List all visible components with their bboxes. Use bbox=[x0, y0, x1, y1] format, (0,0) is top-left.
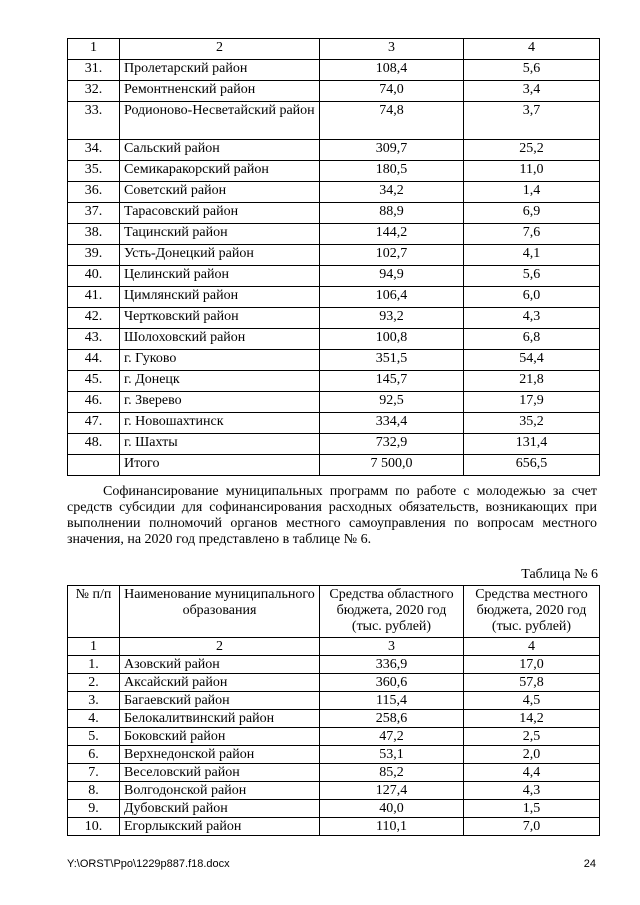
row-number: 33. bbox=[68, 102, 120, 140]
local-budget-value: 6,9 bbox=[464, 203, 600, 224]
table-row bbox=[68, 371, 600, 392]
table-row bbox=[68, 102, 600, 140]
header-municipality: Наименование муниципального образования bbox=[120, 586, 320, 638]
municipality-name: Багаевский район bbox=[120, 692, 320, 710]
local-budget-value: 14,2 bbox=[464, 710, 600, 728]
local-budget-value: 656,5 bbox=[464, 455, 600, 476]
local-budget-value: 6,0 bbox=[464, 287, 600, 308]
local-budget-value: 5,6 bbox=[464, 266, 600, 287]
local-budget-value: 4,3 bbox=[464, 308, 600, 329]
municipality-name: Тарасовский район bbox=[120, 203, 320, 224]
regional-budget-value: 74,0 bbox=[320, 81, 464, 102]
table-row bbox=[68, 782, 600, 800]
row-number: 37. bbox=[68, 203, 120, 224]
paragraph-text: Софинансирование муниципальных программ по работе с молодежью за счет средств субсидии для софинансирования расходных обязательств, возникающих при выполнении полномочий органов местного самоуправления по вопросам местного значения, на 2020 год представлено в таблице № 6. bbox=[67, 484, 597, 547]
row-number: 39. bbox=[68, 245, 120, 266]
municipality-name: Цимлянский район bbox=[120, 287, 320, 308]
table-header-row bbox=[68, 586, 600, 638]
table-row bbox=[68, 287, 600, 308]
file-path: Y:\ORST\Ppo\1229p887.f18.docx bbox=[67, 858, 230, 870]
municipality-name: Веселовский район bbox=[120, 764, 320, 782]
table-row bbox=[68, 818, 600, 836]
row-number: 2. bbox=[68, 674, 120, 692]
table-row bbox=[68, 656, 600, 674]
municipality-name: Сальский район bbox=[120, 140, 320, 161]
column-number: 1 bbox=[68, 638, 120, 656]
table-row bbox=[68, 60, 600, 81]
local-budget-value: 4,1 bbox=[464, 245, 600, 266]
table-row bbox=[68, 161, 600, 182]
regional-budget-value: 127,4 bbox=[320, 782, 464, 800]
regional-budget-value: 88,9 bbox=[320, 203, 464, 224]
row-number: 48. bbox=[68, 434, 120, 455]
row-number: 40. bbox=[68, 266, 120, 287]
table-row bbox=[68, 308, 600, 329]
local-budget-value: 6,8 bbox=[464, 329, 600, 350]
row-number: 35. bbox=[68, 161, 120, 182]
local-budget-value: 21,8 bbox=[464, 371, 600, 392]
regional-budget-value: 40,0 bbox=[320, 800, 464, 818]
regional-budget-value: 145,7 bbox=[320, 371, 464, 392]
row-number: 46. bbox=[68, 392, 120, 413]
local-budget-value: 11,0 bbox=[464, 161, 600, 182]
regional-budget-value: 74,8 bbox=[320, 102, 464, 140]
row-number: 45. bbox=[68, 371, 120, 392]
regional-budget-value: 115,4 bbox=[320, 692, 464, 710]
local-budget-value: 1,4 bbox=[464, 182, 600, 203]
local-budget-value: 17,9 bbox=[464, 392, 600, 413]
header-regional-budget: Средства областного бюджета, 2020 год (тыс. рублей) bbox=[320, 586, 464, 638]
local-budget-value: 7,0 bbox=[464, 818, 600, 836]
regional-budget-value: 94,9 bbox=[320, 266, 464, 287]
table-row bbox=[68, 392, 600, 413]
regional-budget-value: 102,7 bbox=[320, 245, 464, 266]
municipality-name: г. Новошахтинск bbox=[120, 413, 320, 434]
regional-budget-value: 110,1 bbox=[320, 818, 464, 836]
table-row bbox=[68, 350, 600, 371]
row-number: 8. bbox=[68, 782, 120, 800]
row-number: 5. bbox=[68, 728, 120, 746]
municipality-name: Усть-Донецкий район bbox=[120, 245, 320, 266]
table-row bbox=[68, 329, 600, 350]
table-row bbox=[68, 434, 600, 455]
local-budget-value: 17,0 bbox=[464, 656, 600, 674]
municipality-name: Тацинский район bbox=[120, 224, 320, 245]
body-paragraph bbox=[67, 484, 597, 548]
regional-budget-value: 360,6 bbox=[320, 674, 464, 692]
row-number: 6. bbox=[68, 746, 120, 764]
local-budget-value: 4,3 bbox=[464, 782, 600, 800]
regional-budget-value: 85,2 bbox=[320, 764, 464, 782]
municipality-name: Шолоховский район bbox=[120, 329, 320, 350]
municipality-name: г. Зверево bbox=[120, 392, 320, 413]
municipality-name: Азовский район bbox=[120, 656, 320, 674]
row-number: 31. bbox=[68, 60, 120, 81]
row-number: 4. bbox=[68, 710, 120, 728]
table-row bbox=[68, 203, 600, 224]
regional-budget-value: 258,6 bbox=[320, 710, 464, 728]
local-budget-value: 4,5 bbox=[464, 692, 600, 710]
municipality-name: Волгодонской район bbox=[120, 782, 320, 800]
table-row bbox=[68, 245, 600, 266]
column-number: 3 bbox=[320, 39, 464, 60]
row-number bbox=[68, 455, 120, 476]
table-row bbox=[68, 182, 600, 203]
regional-budget-value: 93,2 bbox=[320, 308, 464, 329]
municipality-name: Советский район bbox=[120, 182, 320, 203]
municipality-name: г. Гуково bbox=[120, 350, 320, 371]
municipality-name: Белокалитвинский район bbox=[120, 710, 320, 728]
column-numbering-row bbox=[68, 39, 600, 60]
local-budget-value: 5,6 bbox=[464, 60, 600, 81]
youth-programs-table bbox=[67, 585, 600, 836]
local-budget-value: 2,5 bbox=[464, 728, 600, 746]
table-row bbox=[68, 455, 600, 476]
regional-budget-value: 53,1 bbox=[320, 746, 464, 764]
row-number: 9. bbox=[68, 800, 120, 818]
local-budget-value: 4,4 bbox=[464, 764, 600, 782]
table-row bbox=[68, 224, 600, 245]
local-budget-value: 25,2 bbox=[464, 140, 600, 161]
regional-budget-value: 180,5 bbox=[320, 161, 464, 182]
municipality-name: Дубовский район bbox=[120, 800, 320, 818]
table-row bbox=[68, 764, 600, 782]
row-number: 1. bbox=[68, 656, 120, 674]
municipality-name: г. Донецк bbox=[120, 371, 320, 392]
regional-budget-value: 108,4 bbox=[320, 60, 464, 81]
municipality-name: Пролетарский район bbox=[120, 60, 320, 81]
column-number: 1 bbox=[68, 39, 120, 60]
municipality-name: Родионово-Несветайский район bbox=[120, 102, 320, 140]
row-number: 7. bbox=[68, 764, 120, 782]
header-local-budget: Средства местного бюджета, 2020 год (тыс. рублей) bbox=[464, 586, 600, 638]
row-number: 34. bbox=[68, 140, 120, 161]
table-row bbox=[68, 140, 600, 161]
table-caption: Таблица № 6 bbox=[521, 567, 598, 582]
row-number: 36. bbox=[68, 182, 120, 203]
municipality-name: Итого bbox=[120, 455, 320, 476]
row-number: 38. bbox=[68, 224, 120, 245]
local-budget-value: 1,5 bbox=[464, 800, 600, 818]
regional-budget-value: 47,2 bbox=[320, 728, 464, 746]
regional-budget-value: 7 500,0 bbox=[320, 455, 464, 476]
row-number: 10. bbox=[68, 818, 120, 836]
allocation-table-continued bbox=[67, 38, 600, 476]
column-number: 3 bbox=[320, 638, 464, 656]
regional-budget-value: 351,5 bbox=[320, 350, 464, 371]
table-row bbox=[68, 692, 600, 710]
municipality-name: Целинский район bbox=[120, 266, 320, 287]
municipality-name: Ремонтненский район bbox=[120, 81, 320, 102]
regional-budget-value: 309,7 bbox=[320, 140, 464, 161]
regional-budget-value: 334,4 bbox=[320, 413, 464, 434]
municipality-name: Боковский район bbox=[120, 728, 320, 746]
municipality-name: Аксайский район bbox=[120, 674, 320, 692]
row-number: 43. bbox=[68, 329, 120, 350]
municipality-name: Егорлыкский район bbox=[120, 818, 320, 836]
regional-budget-value: 732,9 bbox=[320, 434, 464, 455]
local-budget-value: 54,4 bbox=[464, 350, 600, 371]
header-number: № п/п bbox=[68, 586, 120, 638]
column-numbering-row bbox=[68, 638, 600, 656]
local-budget-value: 131,4 bbox=[464, 434, 600, 455]
regional-budget-value: 106,4 bbox=[320, 287, 464, 308]
row-number: 41. bbox=[68, 287, 120, 308]
local-budget-value: 7,6 bbox=[464, 224, 600, 245]
column-number: 4 bbox=[464, 638, 600, 656]
municipality-name: г. Шахты bbox=[120, 434, 320, 455]
table-row bbox=[68, 674, 600, 692]
row-number: 47. bbox=[68, 413, 120, 434]
table-row bbox=[68, 800, 600, 818]
column-number: 2 bbox=[120, 638, 320, 656]
table-row bbox=[68, 413, 600, 434]
municipality-name: Верхнедонской район bbox=[120, 746, 320, 764]
table-row bbox=[68, 728, 600, 746]
regional-budget-value: 336,9 bbox=[320, 656, 464, 674]
local-budget-value: 3,4 bbox=[464, 81, 600, 102]
local-budget-value: 35,2 bbox=[464, 413, 600, 434]
row-number: 42. bbox=[68, 308, 120, 329]
row-number: 3. bbox=[68, 692, 120, 710]
column-number: 4 bbox=[464, 39, 600, 60]
municipality-name: Чертковский район bbox=[120, 308, 320, 329]
regional-budget-value: 92,5 bbox=[320, 392, 464, 413]
local-budget-value: 2,0 bbox=[464, 746, 600, 764]
table-row bbox=[68, 81, 600, 102]
local-budget-value: 3,7 bbox=[464, 102, 600, 140]
table-row bbox=[68, 710, 600, 728]
table-row bbox=[68, 746, 600, 764]
table-row bbox=[68, 266, 600, 287]
regional-budget-value: 100,8 bbox=[320, 329, 464, 350]
row-number: 32. bbox=[68, 81, 120, 102]
column-number: 2 bbox=[120, 39, 320, 60]
municipality-name: Семикаракорский район bbox=[120, 161, 320, 182]
page-number: 24 bbox=[583, 858, 596, 870]
row-number: 44. bbox=[68, 350, 120, 371]
regional-budget-value: 144,2 bbox=[320, 224, 464, 245]
regional-budget-value: 34,2 bbox=[320, 182, 464, 203]
local-budget-value: 57,8 bbox=[464, 674, 600, 692]
